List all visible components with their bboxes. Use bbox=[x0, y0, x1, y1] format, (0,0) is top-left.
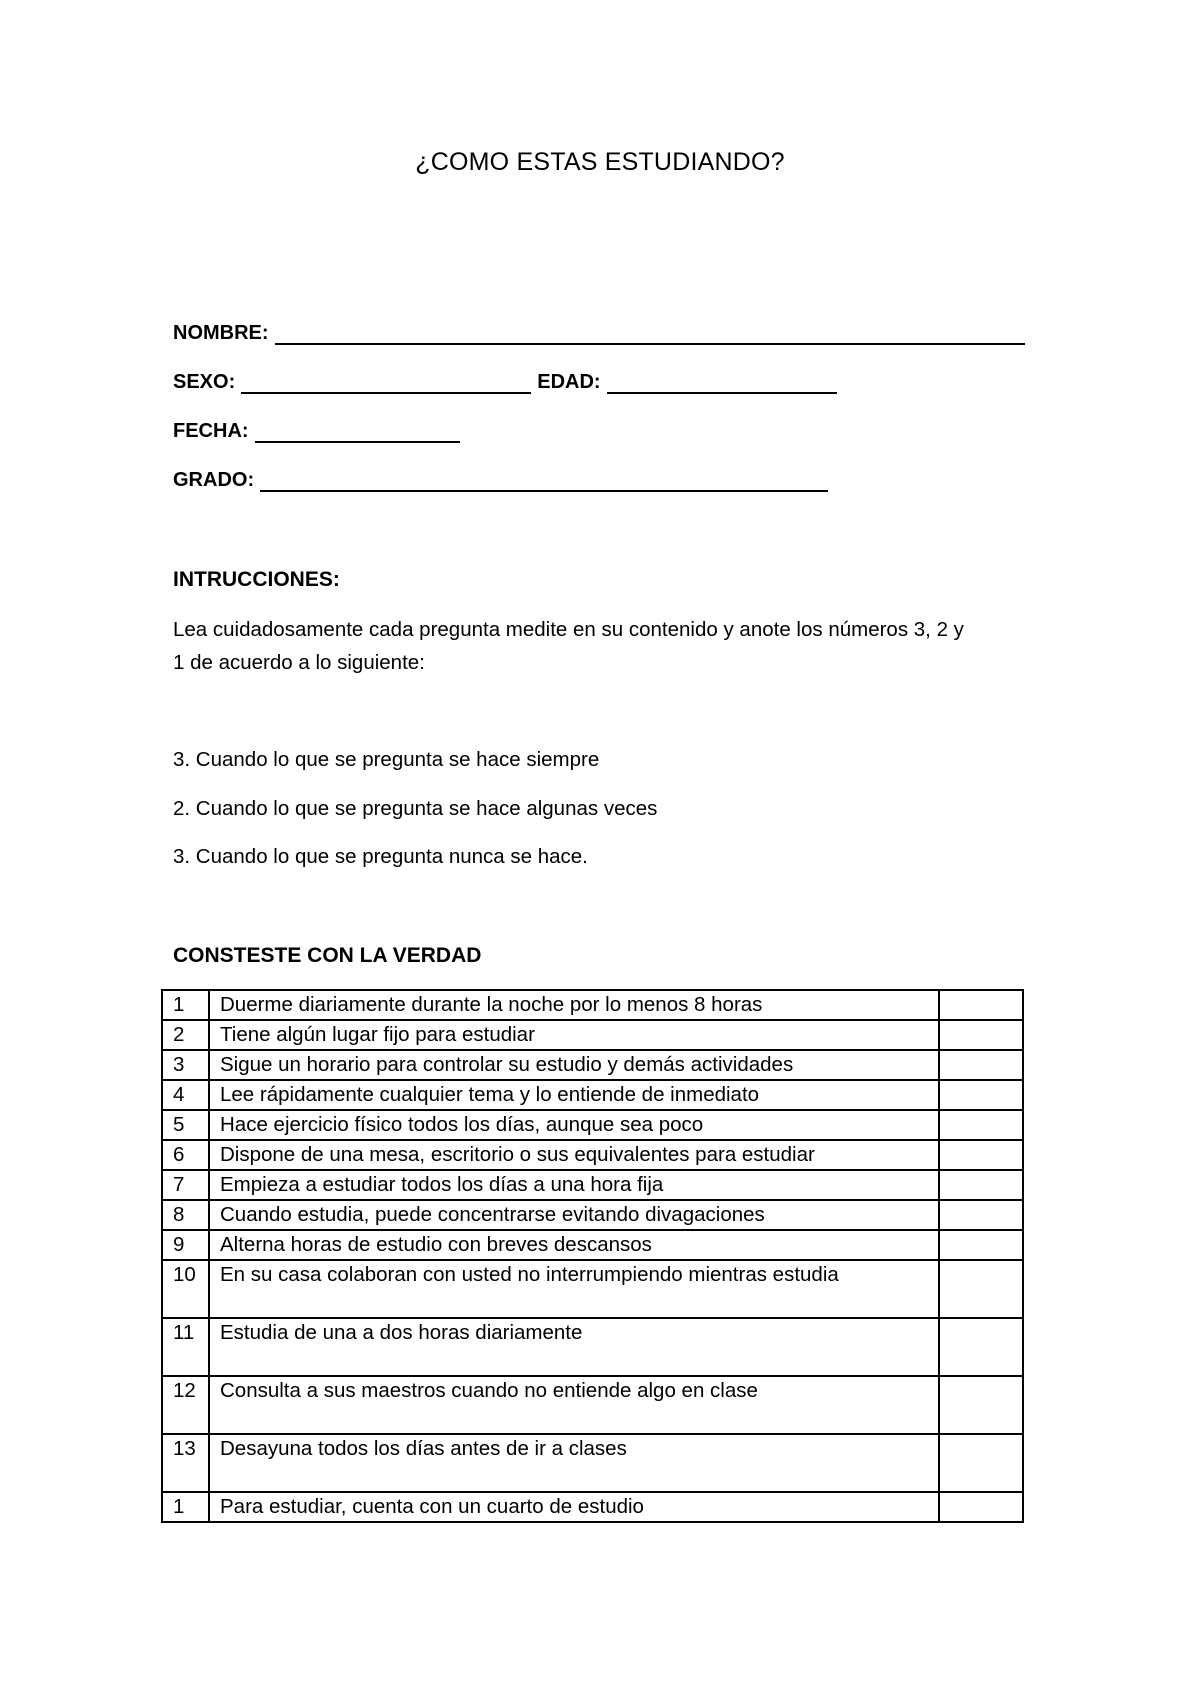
question-number: 8 bbox=[162, 1200, 209, 1230]
option-algunas-veces: 2. Cuando lo que se pregunta se hace algunas veces bbox=[173, 797, 658, 820]
question-text: Cuando estudia, puede concentrarse evitando divagaciones bbox=[209, 1200, 939, 1230]
answer-cell[interactable] bbox=[939, 1376, 1023, 1434]
fecha-field[interactable] bbox=[255, 421, 460, 443]
fecha-label: FECHA: bbox=[173, 420, 249, 442]
question-number: 6 bbox=[162, 1140, 209, 1170]
instructions-heading: INTRUCCIONES: bbox=[173, 568, 340, 591]
questions-table bbox=[161, 989, 1024, 1523]
grado-row bbox=[173, 469, 834, 492]
question-number: 4 bbox=[162, 1080, 209, 1110]
answer-cell[interactable] bbox=[939, 1140, 1023, 1170]
question-text: Desayuna todos los días antes de ir a clases bbox=[209, 1434, 939, 1492]
question-number: 2 bbox=[162, 1020, 209, 1050]
question-number: 5 bbox=[162, 1110, 209, 1140]
instructions-line-1: Lea cuidadosamente cada pregunta medite en su contenido y anote los números 3, 2 y bbox=[173, 618, 964, 641]
table-row bbox=[162, 1020, 1023, 1050]
question-number: 13 bbox=[162, 1434, 209, 1492]
table-heading: CONSTESTE CON LA VERDAD bbox=[173, 944, 482, 967]
question-text: Consulta a sus maestros cuando no entiende algo en clase bbox=[209, 1376, 939, 1434]
sexo-field[interactable] bbox=[241, 372, 531, 394]
question-text: Sigue un horario para controlar su estudio y demás actividades bbox=[209, 1050, 939, 1080]
option-nunca: 3. Cuando lo que se pregunta nunca se hace. bbox=[173, 845, 588, 868]
question-number: 7 bbox=[162, 1170, 209, 1200]
table-row bbox=[162, 1318, 1023, 1376]
edad-field[interactable] bbox=[607, 372, 837, 394]
table-row bbox=[162, 1376, 1023, 1434]
table-row bbox=[162, 1050, 1023, 1080]
question-text: Alterna horas de estudio con breves descansos bbox=[209, 1230, 939, 1260]
question-number: 1 bbox=[162, 1492, 209, 1522]
table-row bbox=[162, 990, 1023, 1020]
question-text: Para estudiar, cuenta con un cuarto de estudio bbox=[209, 1492, 939, 1522]
question-number: 12 bbox=[162, 1376, 209, 1434]
table-row bbox=[162, 1434, 1023, 1492]
answer-cell[interactable] bbox=[939, 1492, 1023, 1522]
question-text: Estudia de una a dos horas diariamente bbox=[209, 1318, 939, 1376]
grado-label: GRADO: bbox=[173, 469, 255, 491]
answer-cell[interactable] bbox=[939, 1170, 1023, 1200]
answer-cell[interactable] bbox=[939, 1080, 1023, 1110]
sexo-label: SEXO: bbox=[173, 371, 236, 393]
nombre-row bbox=[173, 322, 1031, 345]
answer-cell[interactable] bbox=[939, 1050, 1023, 1080]
answer-cell[interactable] bbox=[939, 1318, 1023, 1376]
answer-cell[interactable] bbox=[939, 1200, 1023, 1230]
answer-cell[interactable] bbox=[939, 1110, 1023, 1140]
table-row bbox=[162, 1170, 1023, 1200]
question-text: Empieza a estudiar todos los días a una hora fija bbox=[209, 1170, 939, 1200]
question-text: Hace ejercicio físico todos los días, aunque sea poco bbox=[209, 1110, 939, 1140]
question-number: 11 bbox=[162, 1318, 209, 1376]
sexo-edad-row bbox=[173, 371, 843, 394]
page-title: ¿COMO ESTAS ESTUDIANDO? bbox=[415, 148, 785, 176]
answer-cell[interactable] bbox=[939, 1434, 1023, 1492]
answer-cell[interactable] bbox=[939, 1260, 1023, 1318]
table-row bbox=[162, 1230, 1023, 1260]
table-row bbox=[162, 1080, 1023, 1110]
nombre-field[interactable] bbox=[275, 323, 1025, 345]
answer-cell[interactable] bbox=[939, 1230, 1023, 1260]
question-text: Duerme diariamente durante la noche por lo menos 8 horas bbox=[209, 990, 939, 1020]
table-row bbox=[162, 1260, 1023, 1318]
question-number: 3 bbox=[162, 1050, 209, 1080]
question-text: En su casa colaboran con usted no interrumpiendo mientras estudia bbox=[209, 1260, 939, 1318]
instructions-line-2: 1 de acuerdo a lo siguiente: bbox=[173, 651, 425, 674]
answer-cell[interactable] bbox=[939, 990, 1023, 1020]
grado-field[interactable] bbox=[260, 470, 828, 492]
question-text: Tiene algún lugar fijo para estudiar bbox=[209, 1020, 939, 1050]
question-text: Dispone de una mesa, escritorio o sus equivalentes para estudiar bbox=[209, 1140, 939, 1170]
fecha-row bbox=[173, 420, 466, 443]
answer-cell[interactable] bbox=[939, 1020, 1023, 1050]
table-row bbox=[162, 1492, 1023, 1522]
table-row bbox=[162, 1110, 1023, 1140]
question-text: Lee rápidamente cualquier tema y lo entiende de inmediato bbox=[209, 1080, 939, 1110]
table-row bbox=[162, 1200, 1023, 1230]
table-row bbox=[162, 1140, 1023, 1170]
option-siempre: 3. Cuando lo que se pregunta se hace siempre bbox=[173, 748, 600, 771]
nombre-label: NOMBRE: bbox=[173, 322, 269, 344]
question-number: 1 bbox=[162, 990, 209, 1020]
question-number: 9 bbox=[162, 1230, 209, 1260]
question-number: 10 bbox=[162, 1260, 209, 1318]
edad-label: EDAD: bbox=[537, 371, 601, 393]
